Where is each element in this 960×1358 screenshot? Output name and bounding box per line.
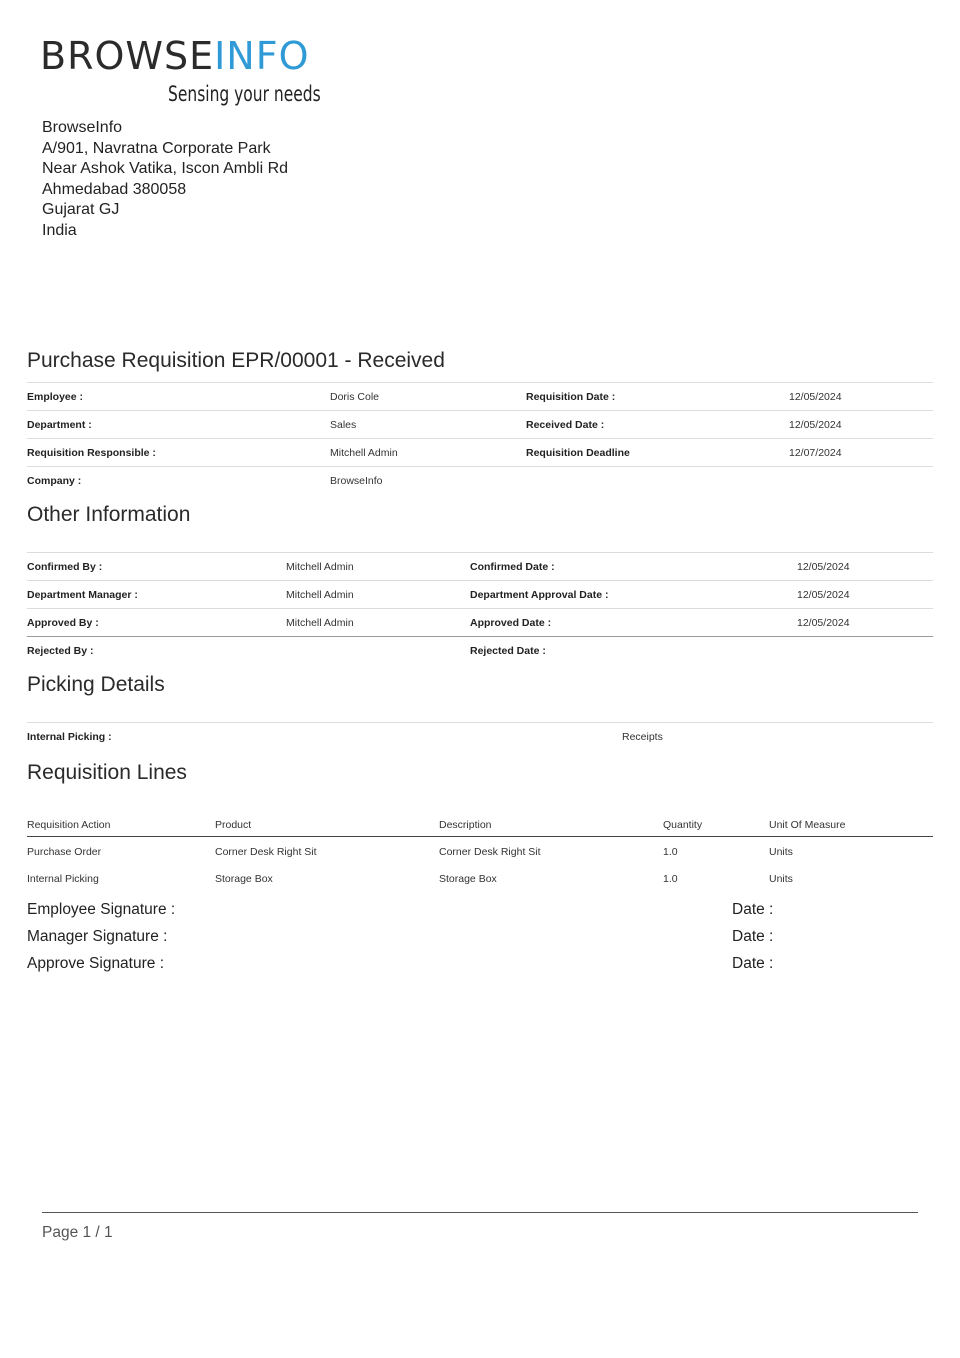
- info-label: Rejected Date :: [470, 645, 546, 657]
- logo-tagline: Sensing your needs: [168, 82, 321, 106]
- info-value: BrowseInfo: [330, 475, 383, 487]
- column-header: Description: [439, 819, 492, 831]
- section-heading-other-info: Other Information: [27, 503, 191, 526]
- table-cell: 1.0: [663, 846, 678, 858]
- column-header: Quantity: [663, 819, 703, 831]
- table-cell: Storage Box: [439, 873, 497, 885]
- info-label: Department Approval Date :: [470, 589, 609, 601]
- info-value: Doris Cole: [330, 391, 380, 403]
- section-heading-picking: Picking Details: [27, 673, 165, 696]
- info-value: 12/05/2024: [797, 561, 850, 573]
- address-line: Ahmedabad 380058: [42, 180, 187, 198]
- info-label: Department Manager :: [27, 589, 138, 601]
- manager-signature-date-label: Date :: [732, 928, 774, 945]
- logo-wordmark: [40, 36, 330, 76]
- info-row: [27, 382, 933, 410]
- info-label: Confirmed Date :: [470, 561, 555, 573]
- info-label: Internal Picking :: [27, 731, 112, 743]
- info-label: Approved By :: [27, 617, 99, 629]
- other-info-table: [27, 552, 933, 664]
- address-line: BrowseInfo: [42, 119, 123, 136]
- info-label: Company :: [27, 475, 82, 487]
- company-logo: [40, 36, 330, 114]
- manager-signature-label: Manager Signature :: [27, 928, 168, 945]
- info-value: Mitchell Admin: [286, 561, 354, 573]
- table-cell: Storage Box: [215, 873, 273, 885]
- info-row: [27, 636, 933, 664]
- info-row: [27, 608, 933, 636]
- employee-signature-date-label: Date :: [732, 901, 774, 918]
- info-value: Mitchell Admin: [286, 589, 354, 601]
- page-number: Page 1 / 1: [42, 1224, 113, 1241]
- info-label: Requisition Deadline: [526, 447, 630, 459]
- info-label: Received Date :: [526, 419, 605, 431]
- table-cell: Purchase Order: [27, 846, 102, 858]
- table-row: [27, 839, 933, 866]
- company-address: [42, 118, 288, 242]
- info-value: 12/07/2024: [789, 447, 842, 459]
- logo-brand-part1: BROWSE: [40, 34, 215, 78]
- document-title: Purchase Requisition EPR/00001 - Received: [27, 349, 445, 372]
- address-line: Gujarat GJ: [42, 201, 120, 219]
- table-cell: Internal Picking: [27, 873, 99, 885]
- picking-table: [27, 722, 933, 750]
- info-row: [27, 438, 933, 466]
- info-value: 12/05/2024: [797, 589, 850, 601]
- logo-brand-part2: INFO: [214, 34, 310, 78]
- info-value: 12/05/2024: [789, 419, 842, 431]
- info-label: Rejected By :: [27, 645, 94, 657]
- info-label: Department :: [27, 419, 92, 431]
- approve-signature-label: Approve Signature :: [27, 955, 165, 972]
- info-value: Mitchell Admin: [286, 617, 354, 629]
- table-row: [27, 866, 933, 893]
- info-row: [27, 410, 933, 438]
- table-cell: 1.0: [663, 873, 678, 885]
- table-cell: Units: [769, 846, 793, 858]
- employee-signature-label: Employee Signature :: [27, 901, 176, 918]
- column-header: Unit Of Measure: [769, 819, 846, 831]
- info-row: [27, 552, 933, 580]
- footer-divider: [42, 1212, 918, 1213]
- info-label: Employee :: [27, 391, 84, 403]
- info-value: 12/05/2024: [797, 617, 850, 629]
- info-label: Requisition Responsible :: [27, 447, 156, 459]
- column-header: Requisition Action: [27, 819, 111, 831]
- approve-signature-date-label: Date :: [732, 955, 774, 972]
- info-label: Approved Date :: [470, 617, 552, 629]
- column-header: Product: [215, 819, 252, 831]
- address-line: Near Ashok Vatika, Iscon Ambli Rd: [42, 160, 289, 178]
- address-line: India: [42, 221, 77, 239]
- info-value: Receipts: [622, 731, 663, 743]
- requisition-lines-table: [27, 812, 933, 893]
- info-row: [27, 466, 933, 494]
- info-value: 12/05/2024: [789, 391, 842, 403]
- table-cell: Units: [769, 873, 793, 885]
- info-value: Sales: [330, 419, 357, 431]
- info-value: Mitchell Admin: [330, 447, 398, 459]
- table-cell: Corner Desk Right Sit: [439, 846, 541, 858]
- main-info-table: [27, 382, 933, 494]
- info-row: [27, 722, 933, 750]
- table-cell: Corner Desk Right Sit: [215, 846, 317, 858]
- table-header: [27, 812, 933, 837]
- section-heading-lines: Requisition Lines: [27, 761, 187, 784]
- info-row: [27, 580, 933, 608]
- address-line: A/901, Navratna Corporate Park: [42, 139, 271, 157]
- info-label: Confirmed By :: [27, 561, 103, 573]
- info-label: Requisition Date :: [526, 391, 616, 403]
